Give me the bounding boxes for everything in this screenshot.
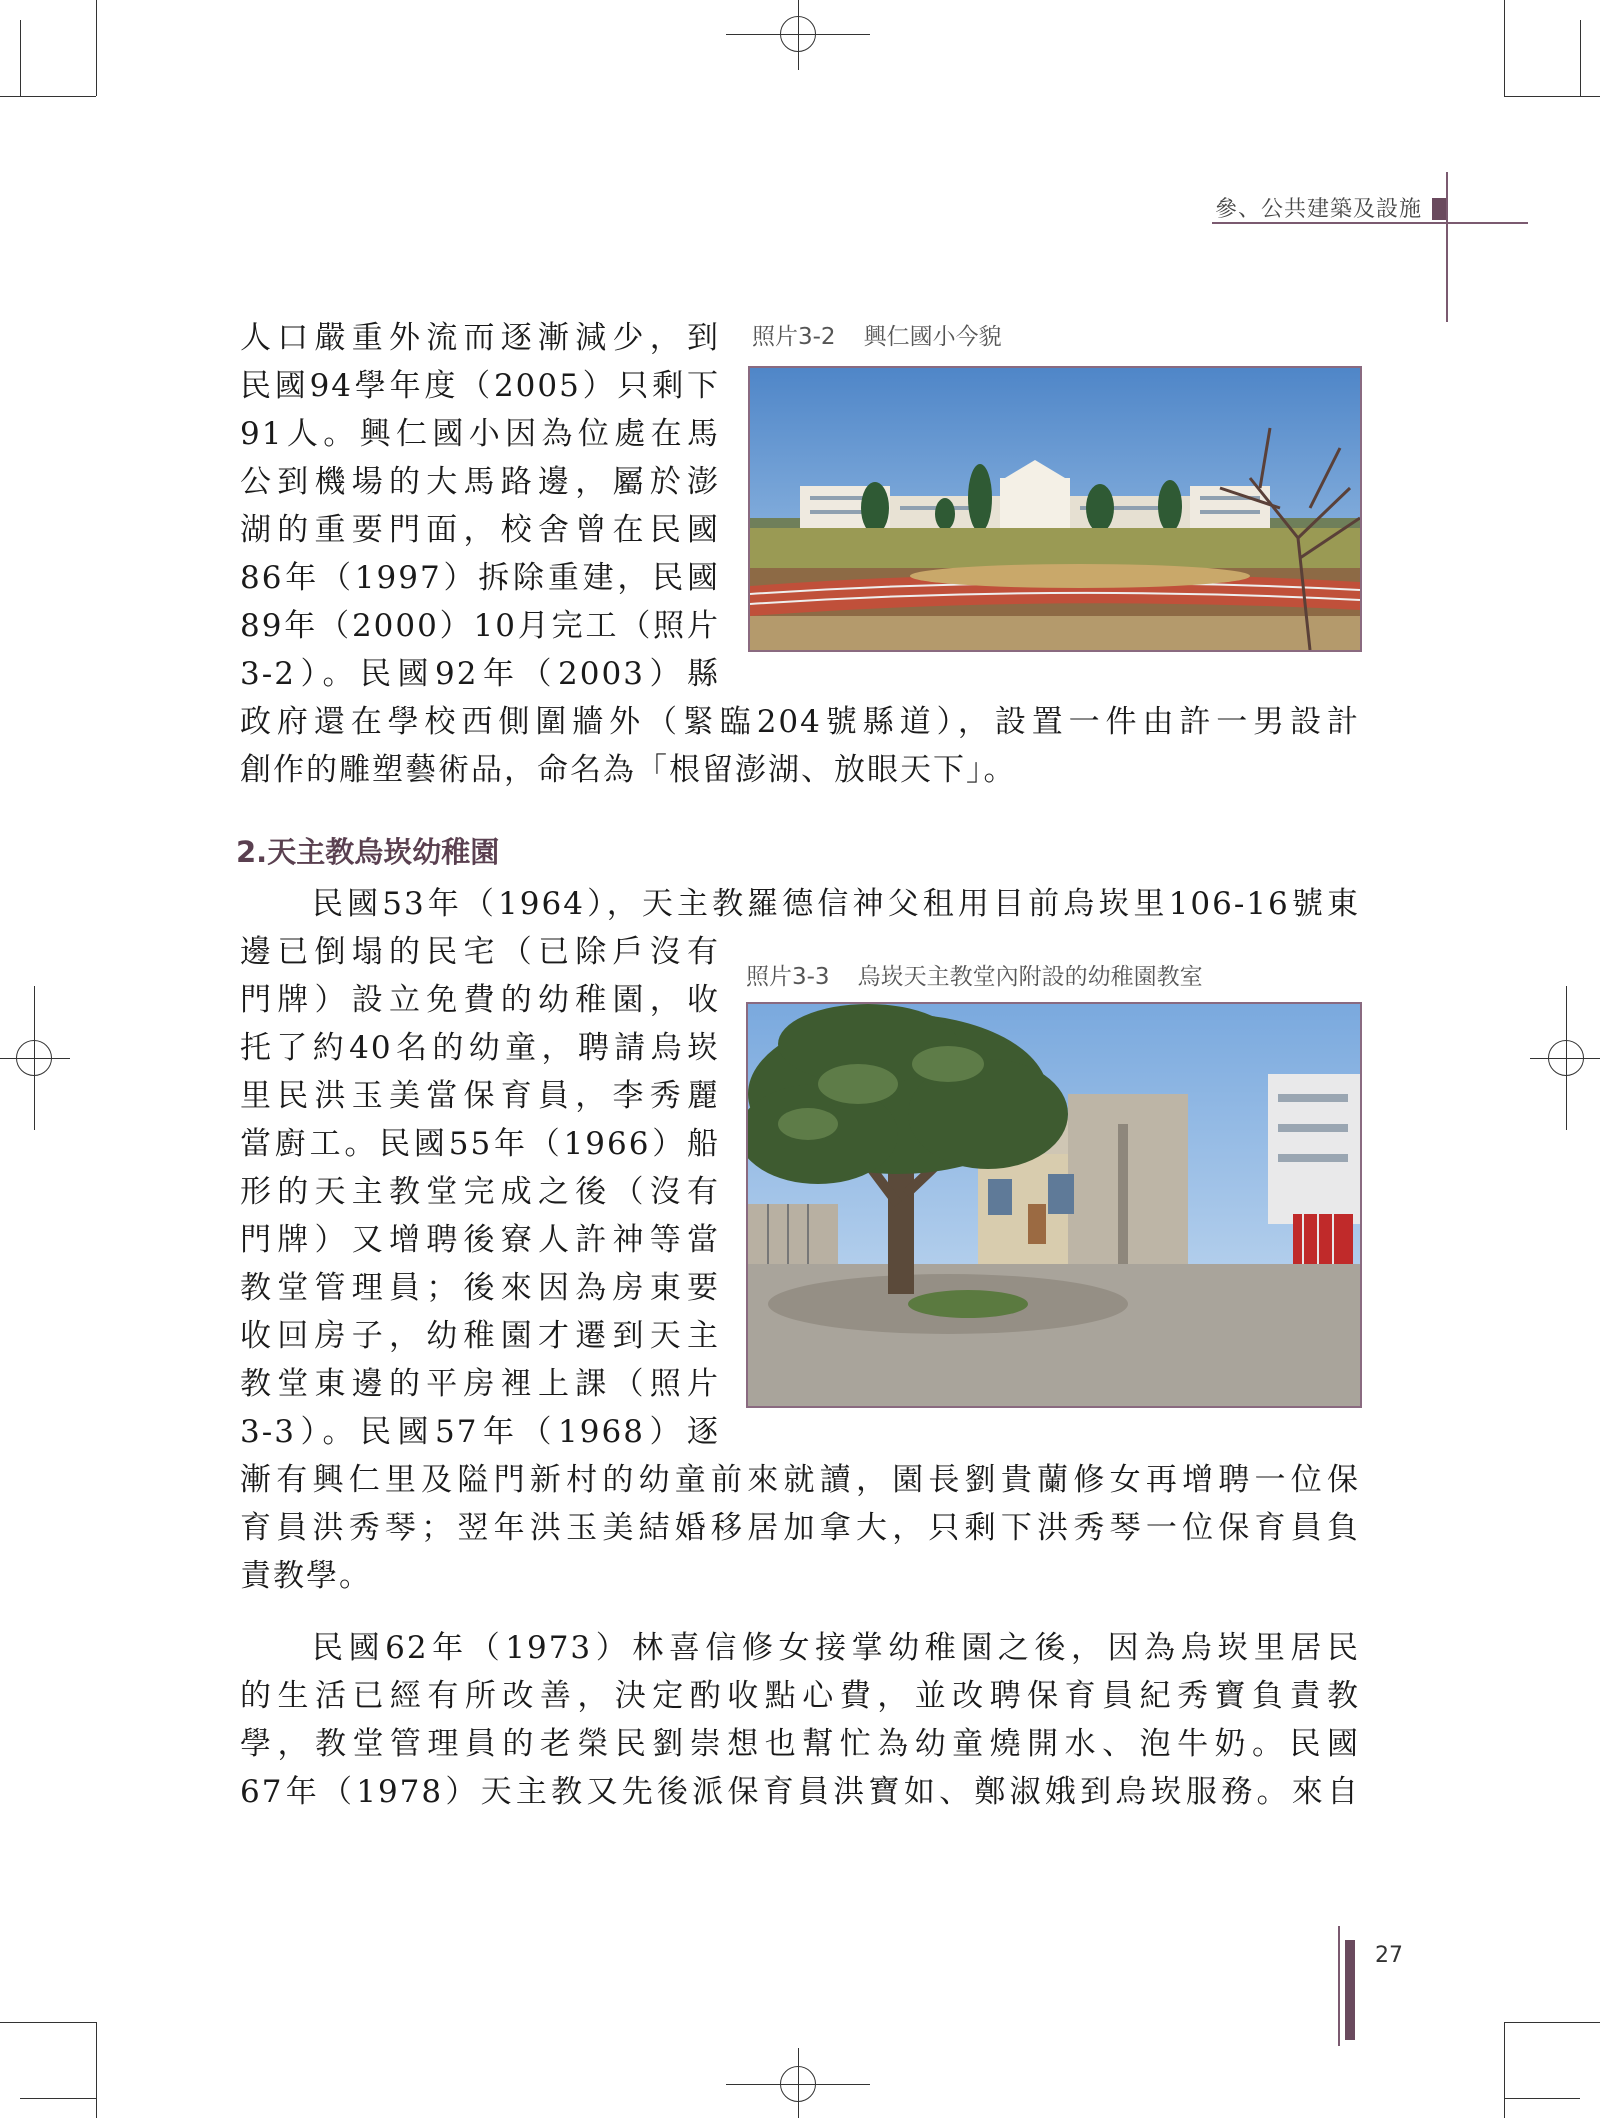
text-line: 創作的雕塑藝術品，命名為「根留澎湖、放眼天下」。 (240, 752, 1017, 788)
school-photo (748, 366, 1362, 652)
text-line: 86年（1997）拆除重建，民國 (240, 560, 720, 596)
text-line: 育員洪秀琴；翌年洪玉美結婚移居加拿大，只剩下洪秀琴一位保育員負 (240, 1510, 1360, 1546)
text-line: 人口嚴重外流而逐漸減少，到 (240, 320, 720, 356)
text-line: 3-3）。民國57年（1968）逐 (240, 1414, 720, 1450)
text-line: 漸有興仁里及隘門新村的幼童前來就讀，園長劉貴蘭修女再增聘一位保 (240, 1462, 1360, 1498)
text-line: 民國62年（1973）林喜信修女接掌幼稚園之後，因為烏崁里居民 (312, 1630, 1360, 1666)
photo-caption-3-3 (746, 958, 1203, 991)
header-rule (1212, 222, 1528, 224)
text-line: 89年（2000）10月完工（照片 (240, 608, 720, 644)
section-heading: 2.天主教烏崁幼稚園 (236, 835, 500, 869)
photo-caption-3-2 (752, 318, 1002, 351)
text-line: 收回房子，幼稚園才遷到天主 (240, 1318, 720, 1354)
text-line: 當廚工。民國55年（1966）船 (240, 1126, 720, 1162)
header-accent-block (1432, 198, 1446, 220)
page-number: 27 (1375, 1943, 1403, 1968)
text-line: 學，教堂管理員的老榮民劉崇想也幫忙為幼童燒開水、泡牛奶。民國 (240, 1726, 1360, 1762)
photo-number: 照片3-2 (752, 324, 836, 350)
photo-caption-text: 烏崁天主教堂內附設的幼稚園教室 (857, 964, 1203, 990)
text-line: 邊已倒塌的民宅（已除戶沒有 (240, 934, 720, 970)
text-line: 政府還在學校西側圍牆外（緊臨204號縣道），設置一件由許一男設計 (240, 704, 1360, 740)
text-line: 教堂管理員；後來因為房東要 (240, 1270, 720, 1306)
page-number-accent (1345, 1940, 1355, 2040)
text-line: 民國53年（1964），天主教羅德信神父租用目前烏崁里106-16號東 (312, 886, 1360, 922)
text-line: 91人。興仁國小因為位處在馬 (240, 416, 720, 452)
kindergarten-photo (746, 1002, 1362, 1408)
section-title: 參、公共建築及設施 (1214, 197, 1422, 222)
text-line: 67年（1978）天主教又先後派保育員洪寶如、鄭淑娥到烏崁服務。來自 (240, 1774, 1360, 1810)
text-line: 里民洪玉美當保育員，李秀麗 (240, 1078, 720, 1114)
photo-caption-text: 興仁國小今貌 (863, 324, 1002, 350)
text-line: 湖的重要門面，校舍曾在民國 (240, 512, 720, 548)
text-line: 形的天主教堂完成之後（沒有 (240, 1174, 720, 1210)
page-number-rule (1338, 1926, 1340, 2046)
text-line: 門牌）設立免費的幼稚園，收 (240, 982, 720, 1018)
text-line: 公到機場的大馬路邊，屬於澎 (240, 464, 720, 500)
photo-number: 照片3-3 (746, 964, 830, 990)
text-line: 民國94學年度（2005）只剩下 (240, 368, 720, 404)
text-line: 門牌）又增聘後寮人許神等當 (240, 1222, 720, 1258)
text-line: 3-2）。民國92年（2003）縣 (240, 656, 720, 692)
text-line: 責教學。 (240, 1558, 372, 1594)
header-vertical-rule (1446, 172, 1448, 322)
text-line: 托了約40名的幼童，聘請烏崁 (240, 1030, 720, 1066)
text-line: 的生活已經有所改善，決定酌收點心費，並改聘保育員紀秀寶負責教 (240, 1678, 1360, 1714)
text-line: 教堂東邊的平房裡上課（照片 (240, 1366, 720, 1402)
